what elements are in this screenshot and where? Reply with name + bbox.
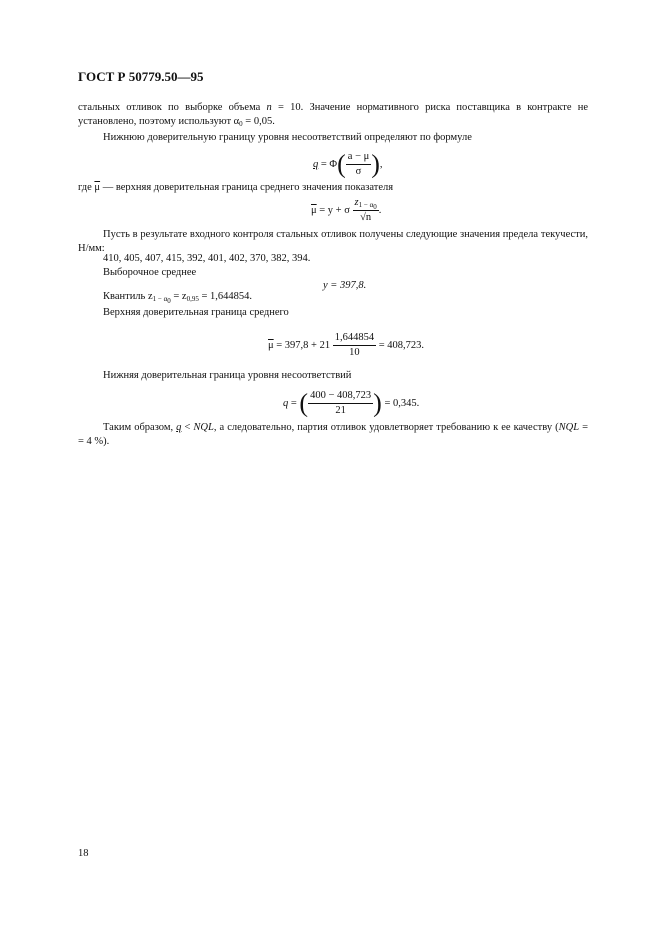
paragraph-quantile: Квантиль $z_{1 - \alpha_0} = z_{0,95} = 1,644854$. — [103, 291, 253, 305]
fraction: $\frac{a - \mu}{\sigma}$ — [347, 151, 370, 177]
fraction: $\frac{1,644854}{10}$ — [334, 332, 375, 358]
fraction: $\frac{400 - 408,723}{21}$ — [310, 390, 372, 416]
paragraph-lower-bound-intro: Нижнюю доверительную границу уровня несоответствий определяют по формуле — [103, 132, 472, 143]
formula-upper-mean-value: $\overline{\mu} = 397,8 + 21$ $\frac{1,644854}{10}$ = 408,723. — [268, 332, 425, 358]
paragraph-input-control: Пусть в результате входного контроля стальных отливок получены следующие значения предела текучести, Н/мм: — [78, 229, 588, 254]
paragraph-sample-mean: Выборочное среднее — [103, 267, 197, 278]
fraction: $\frac{z_{1 - \alpha_0}}{√n}$ — [354, 197, 377, 223]
values-list: 410, 405, 407, 415, 392, 401, 402, 370, 382, 394. — [103, 253, 311, 264]
paragraph-upper-mean-intro: Верхняя доверительная граница среднего — [103, 307, 289, 318]
paragraph-conclusion: Таким образом, q < NQL, а следовательно, партия отливок удовлетворяет требованию к ее качеству (NQL = = 4 %). — [78, 422, 589, 447]
paragraph-sample-size: стальных отливок по выборке объема n = 10. Значение нормативного риска поставщика в контракте не установлено, поэтому используют $\alpha_0 = 0,05$. — [78, 102, 589, 128]
page-number: 18 — [78, 848, 89, 859]
formula-lower-bound: q = Φ( $\frac{a - \mu}{\sigma}$ ), — [313, 149, 383, 179]
paragraph-lower-bound-value-intro: Нижняя доверительная граница уровня несоответствий — [103, 370, 352, 381]
formula-upper-mean: $\overline{\mu} = y + \sigma$ $\frac{z_{1 - \alpha_0}}{√n}$ . — [311, 197, 382, 223]
formula-lower-bound-value: q = ( $\frac{400 - 408,723}{21}$ ) = 0,345. — [283, 388, 420, 418]
formula-sample-mean: y = 397,8. — [323, 280, 367, 291]
paragraph-where-mu: где $\overline{\mu}$ — верхняя доверительная граница среднего значения показателя — [78, 182, 394, 193]
document-header: ГОСТ Р 50779.50—95 — [78, 69, 204, 84]
